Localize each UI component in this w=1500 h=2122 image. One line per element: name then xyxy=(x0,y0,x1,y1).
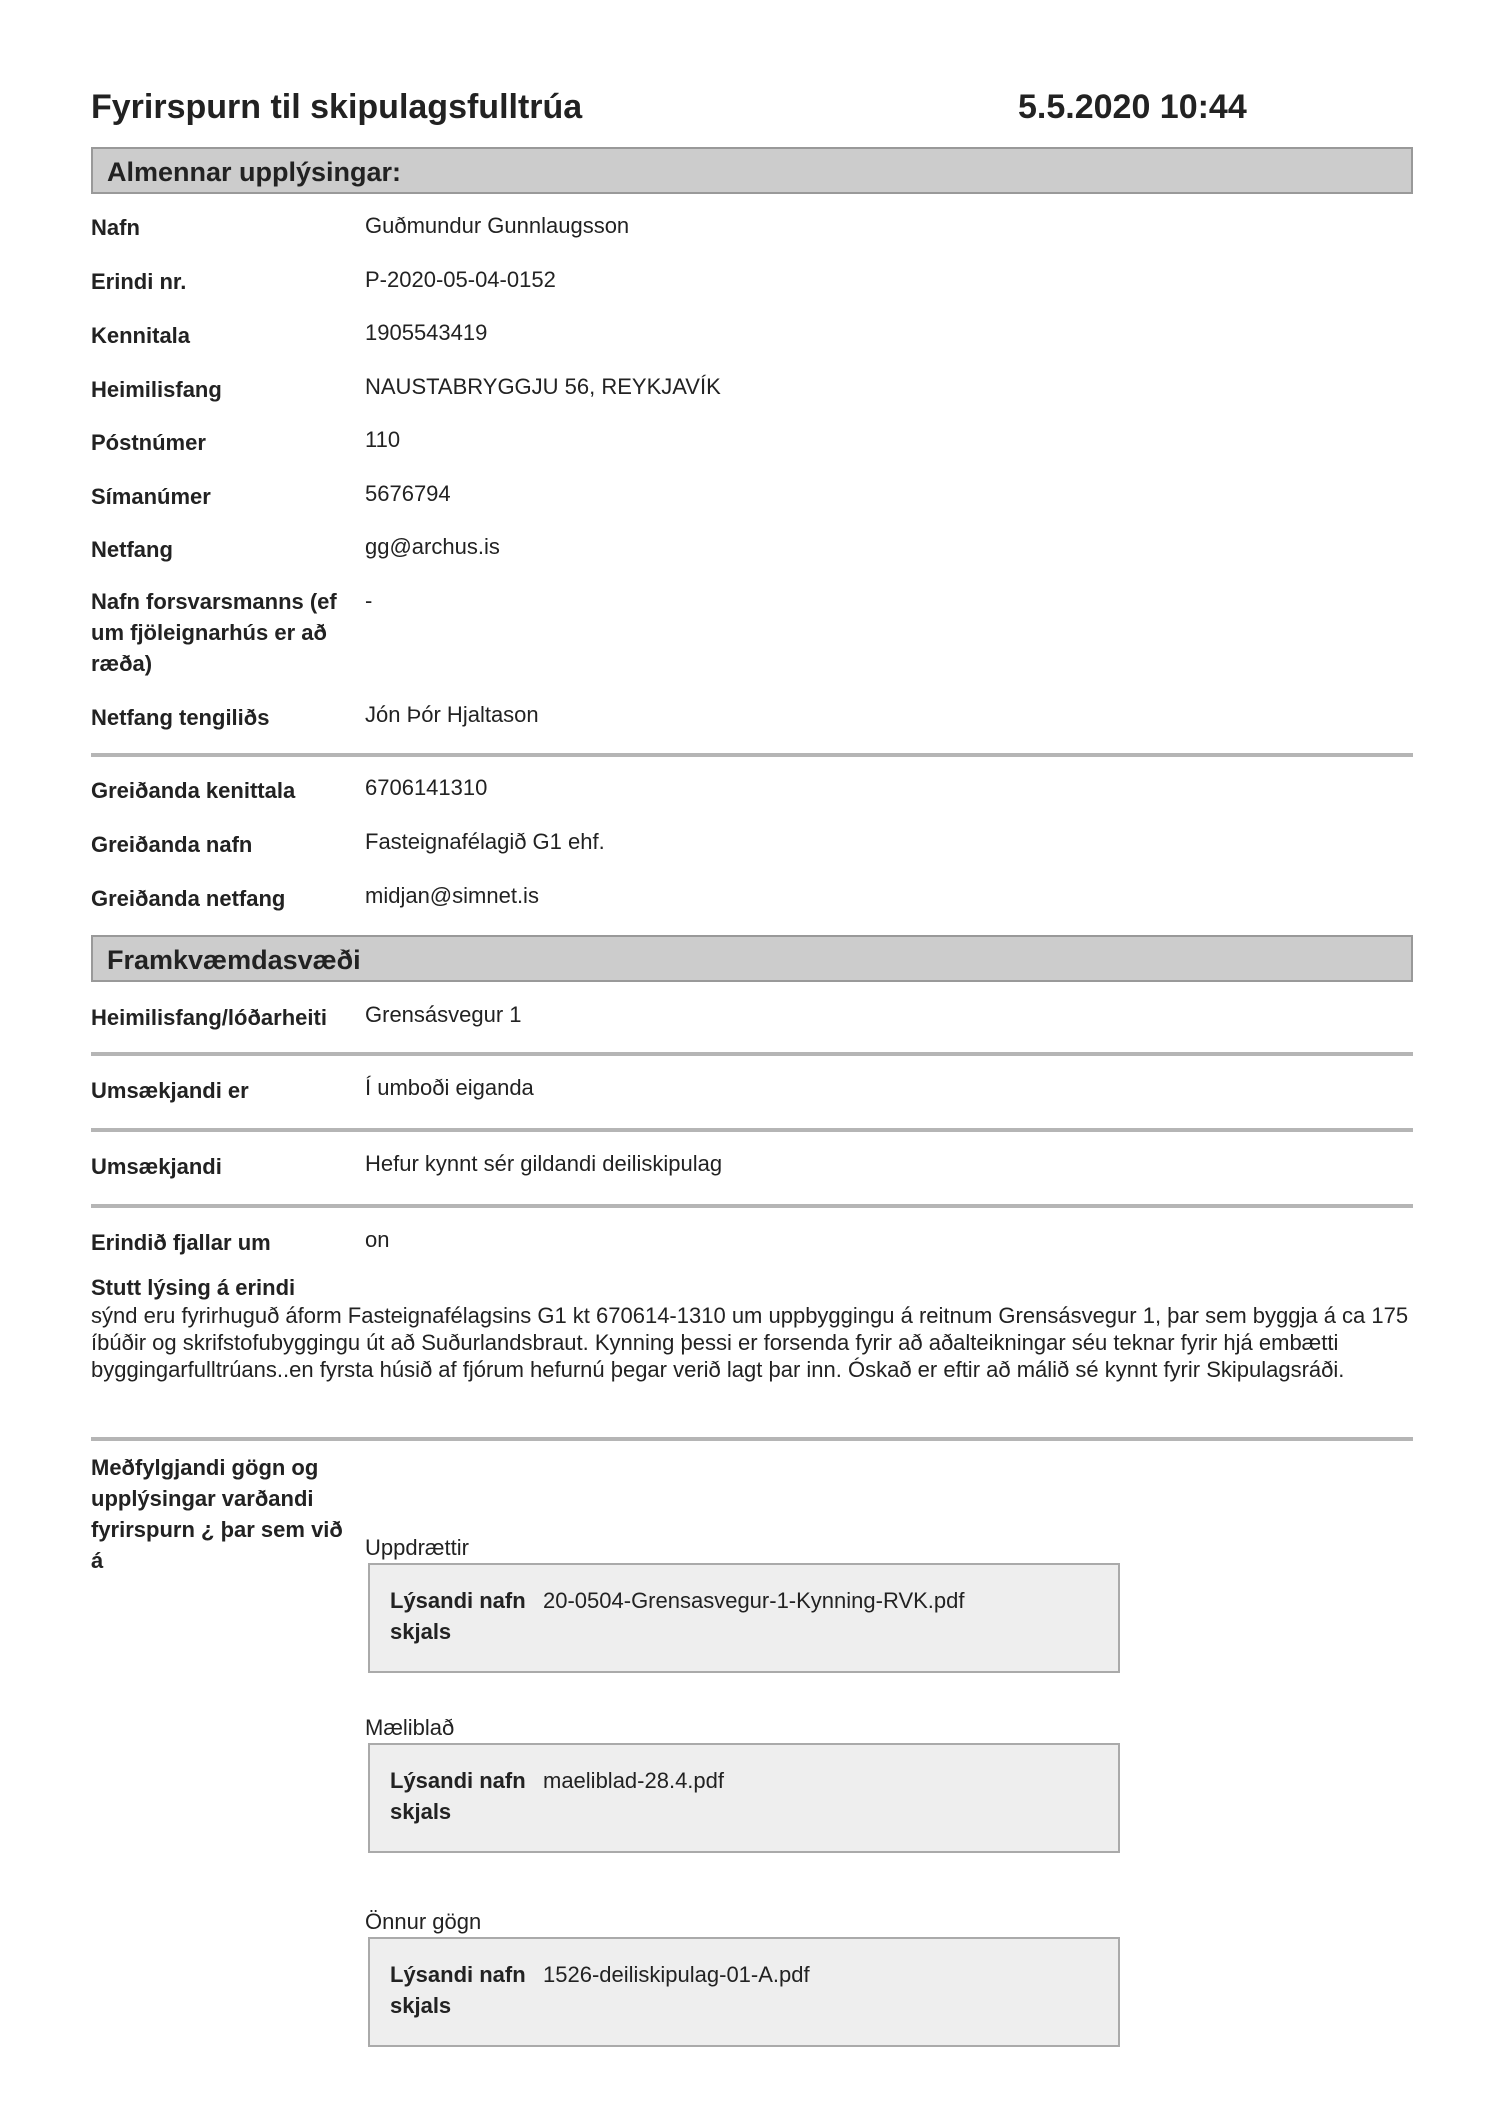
field-label-payer-id: Greiðanda kenittala xyxy=(91,778,296,803)
attachment-group-survey-sheet: Mæliblað xyxy=(365,1715,455,1740)
description-text: sýnd eru fyrirhuguð áform Fasteignafélagsins G1 kt 670614-1310 um uppbyggingu á reitnum Grensásvegur 1, þar sem byggja á ca 175 íbúðir og skrifstofubyggingu út að Suðurlandsbraut. Kynning þessi er forsenda fyrir að aðalteikningar séu teknar fyrir hjá embætti byggingarfulltrúans..en fyrsta húsið af fjórum hefurnú þegar verið lagt þar inn. Óskað er eftir að málið sé kynnt fyrir Skipulagsráði. xyxy=(91,1303,1409,1382)
divider xyxy=(91,1052,1413,1056)
attachment-box xyxy=(368,1563,1120,1673)
field-value-applicant: Hefur kynnt sér gildandi deiliskipulag xyxy=(365,1151,723,1176)
field-value-contact-email: Jón Þór Hjaltason xyxy=(365,702,539,727)
attachment-group-drawings: Uppdrættir xyxy=(365,1535,469,1560)
field-label-payer-email: Greiðanda netfang xyxy=(91,886,286,911)
field-label-phone: Símanúmer xyxy=(91,484,211,509)
attachments-heading: Meðfylgjandi gögn og upplýsingar varðandi fyrirspurn ¿ þar sem við á xyxy=(91,1455,343,1573)
divider xyxy=(91,753,1413,757)
field-label-address: Heimilisfang xyxy=(91,377,222,402)
field-label-case-number: Erindi nr. xyxy=(91,269,187,294)
field-value-address: NAUSTABRYGGJU 56, REYKJAVÍK xyxy=(365,374,721,399)
field-label-postal-code: Póstnúmer xyxy=(91,430,206,455)
divider xyxy=(91,1128,1413,1132)
field-label-subject: Erindið fjallar um xyxy=(91,1230,271,1255)
field-label-email: Netfang xyxy=(91,537,173,562)
field-label-representative: Nafn forsvarsmanns (ef um fjöleignarhús er að ræða) xyxy=(91,589,337,676)
divider xyxy=(91,1437,1413,1441)
section-header-general: Almennar upplýsingar: xyxy=(91,147,1413,194)
document-datetime: 5.5.2020 10:44 xyxy=(1018,88,1247,126)
field-value-postal-code: 110 xyxy=(365,427,401,452)
attachment-box xyxy=(368,1743,1120,1853)
attachment-box-label: Lýsandi nafn skjals xyxy=(390,1768,526,1824)
field-label-applicant-is: Umsækjandi er xyxy=(91,1078,249,1103)
divider xyxy=(91,1204,1413,1208)
field-label-contact-email: Netfang tengiliðs xyxy=(91,705,270,730)
attachment-group-other: Önnur gögn xyxy=(365,1909,482,1934)
field-value-payer-name: Fasteignafélagið G1 ehf. xyxy=(365,829,605,854)
field-label-lot-address: Heimilisfang/lóðarheiti xyxy=(91,1005,327,1030)
field-value-lot-address: Grensásvegur 1 xyxy=(365,1002,522,1027)
field-value-name: Guðmundur Gunnlaugsson xyxy=(365,213,630,238)
attachment-box-label: Lýsandi nafn skjals xyxy=(390,1962,526,2018)
description-label: Stutt lýsing á erindi xyxy=(91,1275,296,1300)
field-value-payer-id: 6706141310 xyxy=(365,775,488,800)
field-value-email: gg@archus.is xyxy=(365,534,500,559)
field-value-applicant-is: Í umboði eiganda xyxy=(365,1075,534,1100)
attachment-box-label: Lýsandi nafn skjals xyxy=(390,1588,526,1644)
field-label-applicant: Umsækjandi xyxy=(91,1154,222,1179)
field-value-subject: on xyxy=(365,1227,390,1252)
field-label-id-number: Kennitala xyxy=(91,323,191,348)
attachment-file-link[interactable]: maeliblad-28.4.pdf xyxy=(543,1768,725,1793)
attachment-file-link[interactable]: 20-0504-Grensasvegur-1-Kynning-RVK.pdf xyxy=(543,1588,965,1613)
field-value-payer-email: midjan@simnet.is xyxy=(365,883,539,908)
attachment-file-link[interactable]: 1526-deiliskipulag-01-A.pdf xyxy=(543,1962,810,1987)
attachment-box xyxy=(368,1937,1120,2047)
field-label-name: Nafn xyxy=(91,215,140,240)
document-title: Fyrirspurn til skipulagsfulltrúa xyxy=(91,88,583,126)
section-header-project: Framkvæmdasvæði xyxy=(91,935,1413,982)
field-value-representative: - xyxy=(365,588,373,613)
field-value-phone: 5676794 xyxy=(365,481,451,506)
field-value-case-number: P-2020-05-04-0152 xyxy=(365,267,556,292)
field-value-id-number: 1905543419 xyxy=(365,320,488,345)
field-label-payer-name: Greiðanda nafn xyxy=(91,832,253,857)
